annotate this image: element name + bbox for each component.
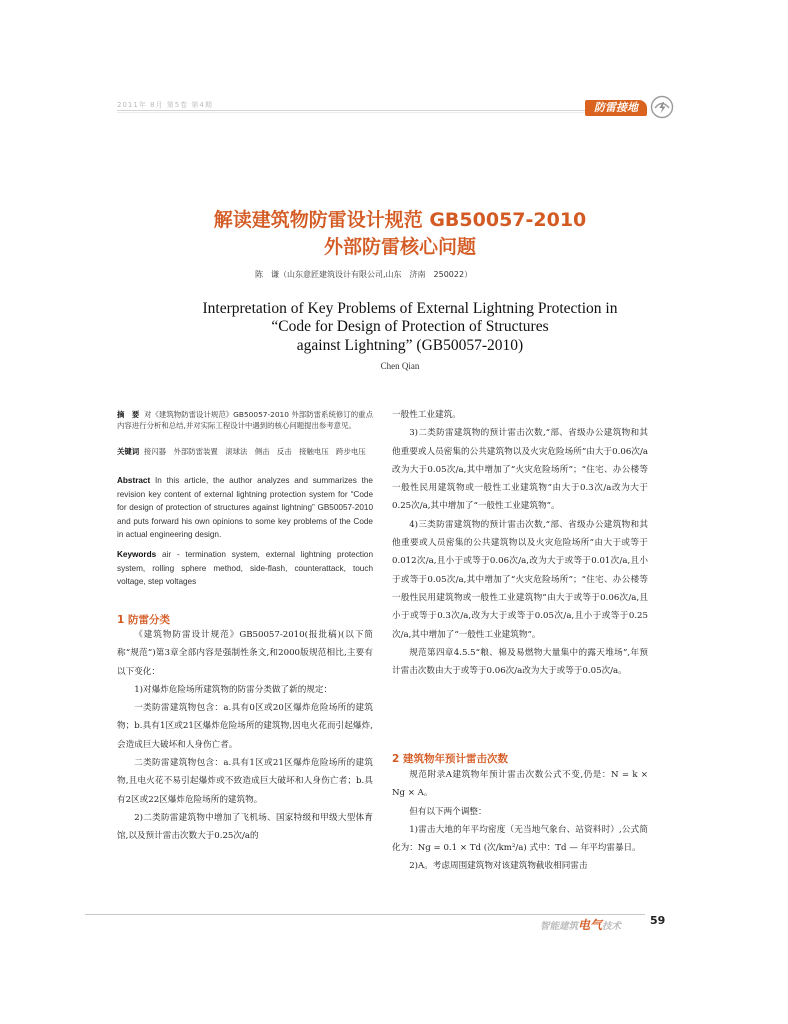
paragraph: 规范附录A建筑物年预计雷击次数公式不变,仍是：N = k × Ng × A。 xyxy=(392,770,648,799)
journal-issue: 2011年 8月 第5卷 第4期 xyxy=(117,101,213,109)
paragraph: 4)三类防雷建筑物的预计雷击次数,“部、省级办公建筑物和其他重要或人员密集的公共建筑物以及火灾危险场所”由大于或等于0.012次/a,且小于或等于0.06次/a,改为大于或等于0.01次/a,且小于或等于0.05次/a,其中增加了“火灾危险场所”；“住宅、办公楼等一般性民用建筑物或一般性工业建筑物”由大于或等于0.06次/a,且小于或等于0.3次/a,改为大于或等于0.05次/a,且小于或等于0.25次/a,其中增加了“一般性工业建筑物”。 xyxy=(392,519,648,640)
paragraph-continuation: 一般性工业建筑。 xyxy=(392,410,461,420)
section-1-heading: 1 防雷分类 xyxy=(117,614,170,626)
chinese-author-affiliation: 陈 谦（山东意匠建筑设计有限公司,山东 济南 250022） xyxy=(255,270,473,279)
english-title-line-2: “Code for Design of Protection of Structures xyxy=(271,318,549,335)
right-column-body xyxy=(392,406,648,680)
abstract-label-en: Abstract xyxy=(117,476,151,485)
english-title-line-3: against Lightning” (GB50057-2010) xyxy=(296,337,524,354)
paragraph: 1)雷击大地的年平均密度（无当地气象台、站资料时）,公式简化为：Ng = 0.1 × Td (次/km²/a) 式中：Td — 年平均雷暴日。 xyxy=(392,824,648,854)
paragraph: 3)二类防雷建筑物的预计雷击次数,“部、省级办公建筑物和其他重要或人员密集的公共建筑物以及火灾危险场所”由大于0.06次/a改为大于0.05次/a,其中增加了“火灾危险场所”；“住宅、办公楼等一般性民用建筑物或一般性工业建筑物”由大于0.3次/a改为大于0.25次/a,其中增加了“一般性工业建筑物”。 xyxy=(392,428,648,512)
abstract-label-cn: 摘 要 xyxy=(117,410,140,419)
paragraph: 一类防雷建筑物包含：a.具有0区或20区爆炸危险场所的建筑物；b.具有1区或21区爆炸危险场所的建筑物,因电火花而引起爆炸,会造成巨大破坏和人身伤亡者。 xyxy=(117,703,373,750)
page-number: 59 xyxy=(650,914,666,927)
english-keywords xyxy=(117,548,373,589)
chinese-abstract xyxy=(117,409,373,431)
abstract-text-en: In this article, the author analyzes and summarizes the revision key content of external lightning protection system for “Code for design of protection of structures against lightning” GB50057-2010 and puts forward his own opinions to some key problems of the Code in actual engineering design. xyxy=(117,476,373,539)
paragraph: 但有以下两个调整： xyxy=(409,806,487,817)
footer-rule xyxy=(85,914,645,915)
paragraph: 规范第四章4.5.5“粮、棉及易燃物大量集中的露天堆场”,年预计雷击次数由大于或等于0.06次/a改为大于或等于0.05次/a。 xyxy=(392,647,648,677)
section-1-body xyxy=(117,626,373,846)
english-abstract xyxy=(117,474,373,542)
paragraph: 1)对爆炸危险场所建筑物的防雷分类做了新的规定： xyxy=(134,684,333,695)
journal-name-emphasis: 电气 xyxy=(578,918,603,932)
chinese-title-line-2: 外部防雷核心问题 xyxy=(323,236,476,258)
paragraph: 2)A。考虑周围建筑物对该建筑物截收相同雷击 xyxy=(409,861,588,872)
english-title-line-1: Interpretation of Key Problems of External Lightning Protection in xyxy=(202,300,618,317)
section-2-body xyxy=(392,766,648,876)
lightning-protection-logo-icon xyxy=(650,95,674,119)
english-author: Chen Qian xyxy=(380,361,420,371)
chinese-keywords xyxy=(117,446,373,457)
column-brand: 防雷接地 xyxy=(585,100,647,116)
journal-name-suffix: 技术 xyxy=(602,921,622,932)
keywords-text-en: air - termination system, external lightning protection system, rolling sphere method, side-flash, counterattack, touch voltage, step voltages xyxy=(117,550,374,586)
keywords-label-cn: 关键词 xyxy=(117,447,140,456)
chinese-title-line-1: 解读建筑物防雷设计规范 GB50057-2010 xyxy=(213,209,587,231)
header-rule xyxy=(117,110,587,111)
paragraph: 二类防雷建筑物包含：a.具有1区或21区爆炸危险场所的建筑物,且电火花不易引起爆炸或不致造成巨大破坏和人身伤亡者；b.具有2区或22区爆炸危险场所的建筑物。 xyxy=(117,758,373,805)
journal-name-prefix: 智能建筑 xyxy=(540,921,579,932)
header-rule-secondary xyxy=(117,112,587,113)
paragraph: 《建筑物防雷设计规范》GB50057-2010(报批稿)(以下简称“规范”)第3章全部内容是强制性条文,和2000版规范相比,主要有以下变化： xyxy=(117,630,373,677)
section-2-heading: 2 建筑物年预计雷击次数 xyxy=(392,753,508,765)
paragraph: 2)二类防雷建筑物中增加了飞机场、国家特级和甲级大型体育馆,以及预计雷击次数大于0.25次/a的 xyxy=(117,812,373,842)
journal-name xyxy=(540,916,621,933)
keywords-label-en: Keywords xyxy=(117,550,157,559)
abstract-text-cn: 对《建筑物防雷设计规范》GB50057-2010 外部防雷系统修订的重点内容进行分析和总结,并对实际工程设计中遇到的核心问题提出参考意见。 xyxy=(117,410,373,431)
keywords-text-cn: 接闪器 外部防雷装置 滚球法 侧击 反击 接触电压 跨步电压 xyxy=(143,447,366,456)
